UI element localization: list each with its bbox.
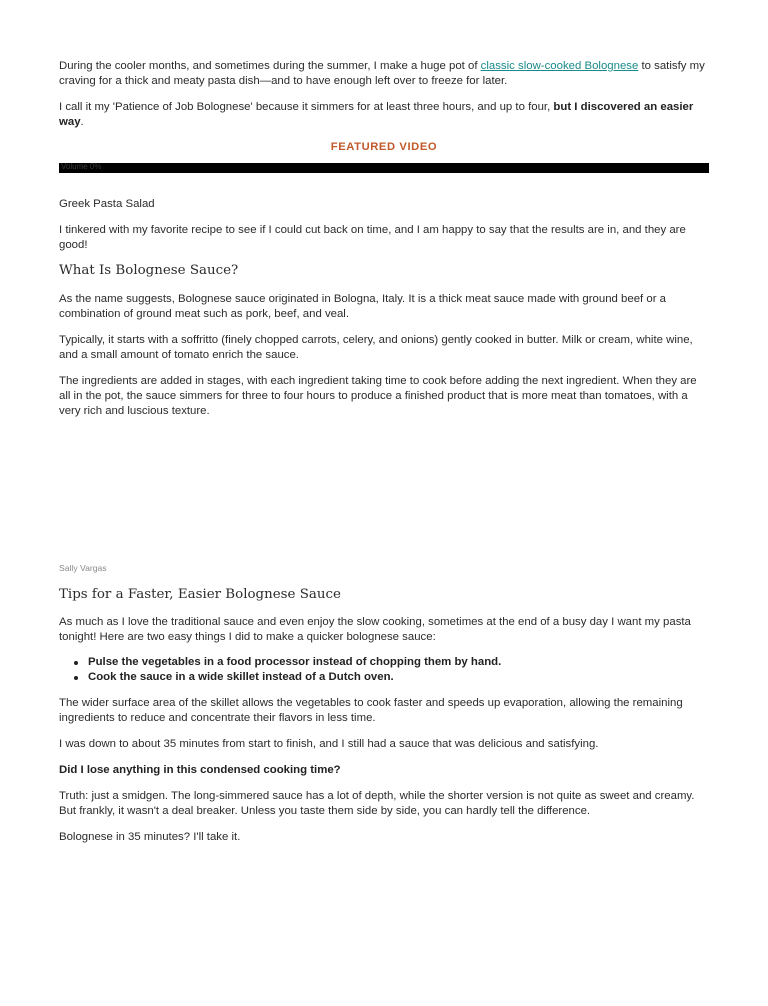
intro-text: During the cooler months, and sometimes during the summer, I make a huge pot of <box>59 60 481 72</box>
truth-paragraph: Truth: just a smidgen. The long-simmered sauce has a lot of depth, while the shorter version is not quite as sweet and creamy. But frankly, it wasn't a deal breaker. Unless you taste them side by side, you can hardly tell the difference. <box>59 790 695 817</box>
stages-paragraph: The ingredients are added in stages, with each ingredient taking time to cook before adding the next ingredient. When they are all in the pot, the sauce simmers for three to four hours to produce a finished product that is more meat than tomatoes, with a very rich and luscious texture. <box>59 375 697 417</box>
section-heading-what-is: What Is Bolognese Sauce? <box>59 263 239 278</box>
photo-credit: Sally Vargas <box>59 563 107 573</box>
featured-video-label: FEATURED VIDEO <box>330 141 438 153</box>
soffritto-paragraph: Typically, it starts with a soffritto (finely chopped carrots, celery, and onions) gently cooked in butter. Milk or cream, white wine, and a small amount of tomato enrich the sauce. <box>59 334 693 361</box>
list-item: Cook the sauce in a wide skillet instead of a Dutch oven. <box>59 670 711 685</box>
volume-indicator: Volume 0% <box>61 162 102 171</box>
classic-bolognese-link[interactable]: classic slow-cooked Bolognese <box>480 60 639 72</box>
question-paragraph <box>59 763 711 778</box>
patience-text: I call it my 'Patience of Job Bolognese' because it simmers for at least three hours, and up to four, <box>59 101 554 113</box>
patience-period: . <box>80 116 84 128</box>
patience-paragraph <box>59 100 711 130</box>
section-heading-tips: Tips for a Faster, Easier Bolognese Sauce <box>59 587 341 602</box>
video-title: Greek Pasta Salad <box>59 198 155 210</box>
time-paragraph: I was down to about 35 minutes from start to finish, and I still had a sauce that was delicious and satisfying. <box>59 738 599 750</box>
tinker-paragraph: I tinkered with my favorite recipe to see if I could cut back on time, and I am happy to say that the results are in, and they are good! <box>59 224 686 251</box>
easier-way-text: but I discovered an easier way <box>59 101 694 128</box>
list-item: Pulse the vegetables in a food processor instead of chopping them by hand. <box>59 655 711 670</box>
bolognese-origin-paragraph: As the name suggests, Bolognese sauce originated in Bologna, Italy. It is a thick meat sauce made with ground beef or a combination of ground meat such as pork, beef, and veal. <box>59 293 667 320</box>
tips-list <box>59 655 711 685</box>
intro-text-end: to satisfy my craving for a thick and meaty pasta dish—and to have enough left over to freeze for later. <box>59 60 705 87</box>
tips-intro-paragraph: As much as I love the traditional sauce and even enjoy the slow cooking, sometimes at the end of a busy day I want my pasta tonight! Here are two easy things I did to make a quicker bolognese sauce: <box>59 616 691 643</box>
question-text: Did I lose anything in this condensed cooking time? <box>59 764 341 776</box>
final-paragraph: Bolognese in 35 minutes? I'll take it. <box>59 831 241 843</box>
video-player[interactable] <box>59 163 709 173</box>
skillet-paragraph: The wider surface area of the skillet allows the vegetables to cook faster and speeds up evaporation, allowing the remaining ingredients to reduce and concentrate their flavors in less time. <box>59 697 683 724</box>
intro-paragraph <box>59 59 711 89</box>
